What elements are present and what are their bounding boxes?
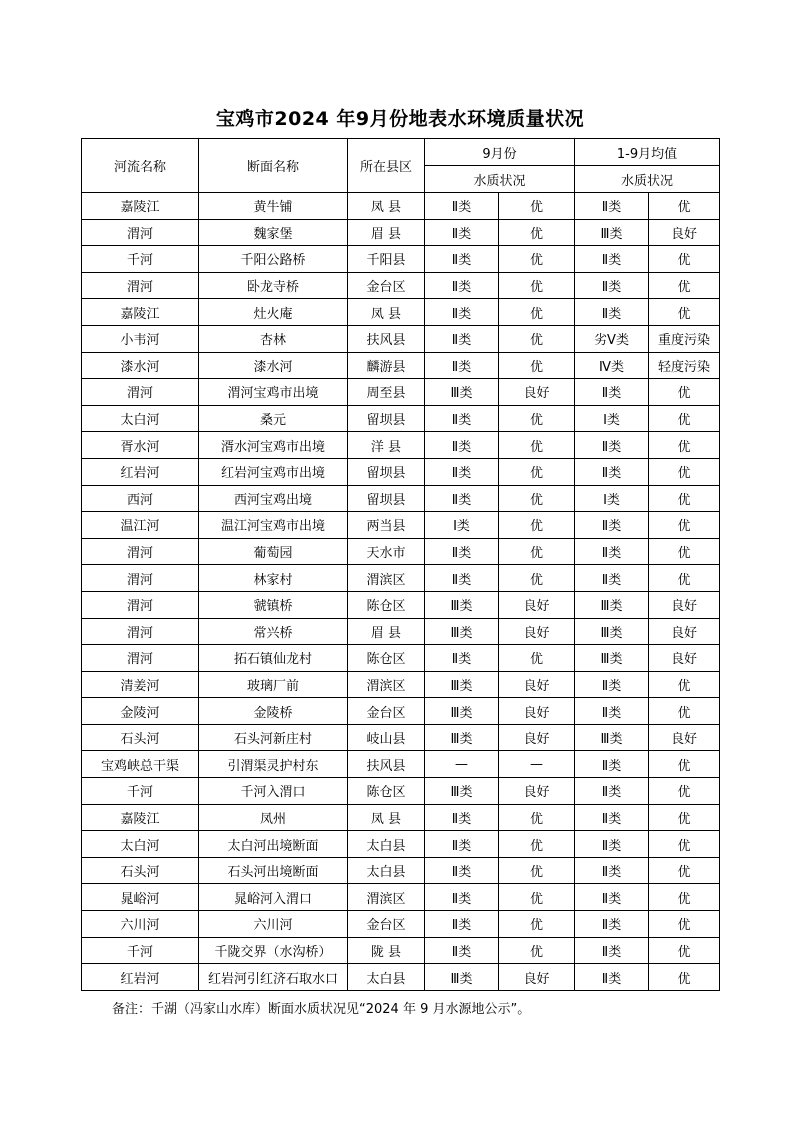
month-class-cell: Ⅱ类 (425, 352, 499, 379)
ytd-class-cell: Ⅱ类 (575, 565, 649, 592)
header-river: 河流名称 (82, 139, 199, 193)
ytd-class-cell: Ⅲ类 (575, 645, 649, 672)
section-name-cell: 常兴桥 (199, 618, 348, 645)
river-name-cell: 六川河 (82, 911, 199, 938)
county-cell: 留坝县 (348, 458, 425, 485)
ytd-status-cell: 优 (649, 857, 720, 884)
river-name-cell: 温江河 (82, 512, 199, 539)
county-cell: 扶风县 (348, 325, 425, 352)
section-name-cell: 拓石镇仙龙村 (199, 645, 348, 672)
table-row (82, 591, 720, 618)
table-row (82, 565, 720, 592)
ytd-status-cell: 优 (649, 911, 720, 938)
header-month: 9月份 (425, 139, 575, 166)
county-cell: 凤 县 (348, 804, 425, 831)
month-class-cell: Ⅱ类 (425, 432, 499, 459)
county-cell: 周至县 (348, 379, 425, 406)
section-name-cell: 红岩河宝鸡市出境 (199, 458, 348, 485)
month-status-cell: 良好 (499, 698, 575, 725)
river-name-cell: 嘉陵江 (82, 804, 199, 831)
ytd-status-cell: 优 (649, 432, 720, 459)
river-name-cell: 晁峪河 (82, 884, 199, 911)
river-name-cell: 渭河 (82, 379, 199, 406)
header-section: 断面名称 (199, 139, 348, 193)
month-class-cell: Ⅱ类 (425, 538, 499, 565)
section-name-cell: 引渭渠灵护村东 (199, 751, 348, 778)
table-row (82, 405, 720, 432)
month-status-cell: 优 (499, 193, 575, 220)
ytd-status-cell: 优 (649, 778, 720, 805)
month-class-cell: Ⅱ类 (425, 645, 499, 672)
section-name-cell: 六川河 (199, 911, 348, 938)
month-status-cell: 良好 (499, 671, 575, 698)
table-row (82, 219, 720, 246)
month-class-cell: Ⅰ类 (425, 512, 499, 539)
month-status-cell: 良好 (499, 778, 575, 805)
month-status-cell: 优 (499, 645, 575, 672)
ytd-class-cell: 劣Ⅴ类 (575, 325, 649, 352)
month-status-cell: 优 (499, 219, 575, 246)
section-name-cell: 虢镇桥 (199, 591, 348, 618)
table-row (82, 272, 720, 299)
section-name-cell: 魏家堡 (199, 219, 348, 246)
month-class-cell: Ⅱ类 (425, 857, 499, 884)
county-cell: 留坝县 (348, 405, 425, 432)
month-class-cell: Ⅱ类 (425, 458, 499, 485)
month-class-cell: Ⅲ类 (425, 964, 499, 991)
table-row (82, 964, 720, 991)
county-cell: 渭滨区 (348, 884, 425, 911)
month-status-cell: 优 (499, 432, 575, 459)
ytd-status-cell: 优 (649, 538, 720, 565)
ytd-class-cell: Ⅱ类 (575, 804, 649, 831)
ytd-status-cell: 优 (649, 671, 720, 698)
section-name-cell: 林家村 (199, 565, 348, 592)
ytd-status-cell: 优 (649, 751, 720, 778)
ytd-status-cell: 优 (649, 884, 720, 911)
header-county: 所在县区 (348, 139, 425, 193)
table-row (82, 645, 720, 672)
section-name-cell: 灶火庵 (199, 299, 348, 326)
page-title: 宝鸡市2024 年9月份地表水环境质量状况 (215, 108, 585, 130)
ytd-status-cell: 优 (649, 964, 720, 991)
table-row (82, 299, 720, 326)
table-row (82, 618, 720, 645)
month-status-cell: 优 (499, 911, 575, 938)
month-class-cell: Ⅱ类 (425, 299, 499, 326)
ytd-status-cell: 良好 (649, 591, 720, 618)
month-class-cell: Ⅱ类 (425, 246, 499, 273)
section-name-cell: 湑水河宝鸡市出境 (199, 432, 348, 459)
month-status-cell: 优 (499, 485, 575, 512)
county-cell: 洋 县 (348, 432, 425, 459)
ytd-class-cell: Ⅱ类 (575, 246, 649, 273)
header-month-quality: 水质状况 (425, 166, 575, 193)
month-status-cell: 优 (499, 325, 575, 352)
table-row (82, 246, 720, 273)
table-row (82, 911, 720, 938)
month-class-cell: Ⅲ类 (425, 591, 499, 618)
ytd-class-cell: Ⅱ类 (575, 964, 649, 991)
river-name-cell: 漆水河 (82, 352, 199, 379)
county-cell: 陈仓区 (348, 645, 425, 672)
table-row (82, 724, 720, 751)
river-name-cell: 宝鸡峡总干渠 (82, 751, 199, 778)
ytd-status-cell: 良好 (649, 645, 720, 672)
river-name-cell: 嘉陵江 (82, 299, 199, 326)
ytd-status-cell: 优 (649, 405, 720, 432)
county-cell: 陈仓区 (348, 591, 425, 618)
county-cell: 太白县 (348, 857, 425, 884)
month-status-cell: 优 (499, 565, 575, 592)
table-row (82, 538, 720, 565)
ytd-class-cell: Ⅱ类 (575, 778, 649, 805)
ytd-class-cell: Ⅱ类 (575, 937, 649, 964)
county-cell: 凤 县 (348, 193, 425, 220)
county-cell: 天水市 (348, 538, 425, 565)
month-status-cell: 优 (499, 405, 575, 432)
section-name-cell: 杏林 (199, 325, 348, 352)
month-status-cell: 优 (499, 352, 575, 379)
section-name-cell: 金陵桥 (199, 698, 348, 725)
section-name-cell: 温江河宝鸡市出境 (199, 512, 348, 539)
county-cell: 麟游县 (348, 352, 425, 379)
section-name-cell: 凤州 (199, 804, 348, 831)
ytd-class-cell: Ⅱ类 (575, 512, 649, 539)
section-name-cell: 石头河出境断面 (199, 857, 348, 884)
county-cell: 眉 县 (348, 219, 425, 246)
ytd-class-cell: Ⅱ类 (575, 698, 649, 725)
river-name-cell: 清姜河 (82, 671, 199, 698)
month-status-cell: 优 (499, 272, 575, 299)
ytd-class-cell: Ⅱ类 (575, 911, 649, 938)
table-row (82, 325, 720, 352)
month-status-cell: 优 (499, 857, 575, 884)
river-name-cell: 渭河 (82, 591, 199, 618)
river-name-cell: 渭河 (82, 272, 199, 299)
river-name-cell: 石头河 (82, 724, 199, 751)
river-name-cell: 金陵河 (82, 698, 199, 725)
month-class-cell: Ⅲ类 (425, 724, 499, 751)
section-name-cell: 黄牛铺 (199, 193, 348, 220)
ytd-status-cell: 优 (649, 485, 720, 512)
ytd-status-cell: 优 (649, 458, 720, 485)
river-name-cell: 渭河 (82, 565, 199, 592)
ytd-class-cell: Ⅲ类 (575, 618, 649, 645)
county-cell: 太白县 (348, 831, 425, 858)
table-row (82, 698, 720, 725)
ytd-status-cell: 优 (649, 831, 720, 858)
river-name-cell: 红岩河 (82, 458, 199, 485)
ytd-class-cell: Ⅱ类 (575, 379, 649, 406)
ytd-class-cell: Ⅳ类 (575, 352, 649, 379)
month-class-cell: Ⅱ类 (425, 804, 499, 831)
ytd-status-cell: 优 (649, 937, 720, 964)
section-name-cell: 玻璃厂前 (199, 671, 348, 698)
month-status-cell: 优 (499, 937, 575, 964)
ytd-class-cell: Ⅱ类 (575, 884, 649, 911)
river-name-cell: 千河 (82, 937, 199, 964)
month-class-cell: — (425, 751, 499, 778)
county-cell: 陇 县 (348, 937, 425, 964)
ytd-status-cell: 良好 (649, 219, 720, 246)
section-name-cell: 漆水河 (199, 352, 348, 379)
ytd-class-cell: Ⅱ类 (575, 538, 649, 565)
county-cell: 陈仓区 (348, 778, 425, 805)
table-row (82, 379, 720, 406)
header-ytd: 1-9月均值 (575, 139, 720, 166)
table-row (82, 884, 720, 911)
month-status-cell: 优 (499, 512, 575, 539)
section-name-cell: 葡萄园 (199, 538, 348, 565)
ytd-class-cell: Ⅱ类 (575, 458, 649, 485)
ytd-status-cell: 良好 (649, 618, 720, 645)
table-row (82, 458, 720, 485)
river-name-cell: 千河 (82, 778, 199, 805)
month-class-cell: Ⅲ类 (425, 778, 499, 805)
month-status-cell: 良好 (499, 964, 575, 991)
table-row (82, 751, 720, 778)
ytd-class-cell: Ⅱ类 (575, 831, 649, 858)
river-name-cell: 胥水河 (82, 432, 199, 459)
ytd-class-cell: Ⅱ类 (575, 272, 649, 299)
county-cell: 眉 县 (348, 618, 425, 645)
section-name-cell: 千陇交界（水沟桥） (199, 937, 348, 964)
month-class-cell: Ⅱ类 (425, 272, 499, 299)
ytd-status-cell: 优 (649, 379, 720, 406)
month-status-cell: 良好 (499, 379, 575, 406)
river-name-cell: 小韦河 (82, 325, 199, 352)
water-quality-table (81, 138, 720, 991)
section-name-cell: 卧龙寺桥 (199, 272, 348, 299)
ytd-status-cell: 优 (649, 272, 720, 299)
county-cell: 金台区 (348, 272, 425, 299)
river-name-cell: 渭河 (82, 618, 199, 645)
header-ytd-quality: 水质状况 (575, 166, 720, 193)
ytd-class-cell: Ⅱ类 (575, 432, 649, 459)
ytd-status-cell: 优 (649, 565, 720, 592)
section-name-cell: 石头河新庄村 (199, 724, 348, 751)
county-cell: 留坝县 (348, 485, 425, 512)
county-cell: 凤 县 (348, 299, 425, 326)
table-row (82, 857, 720, 884)
section-name-cell: 千河入渭口 (199, 778, 348, 805)
ytd-status-cell: 优 (649, 193, 720, 220)
river-name-cell: 太白河 (82, 831, 199, 858)
ytd-status-cell: 优 (649, 804, 720, 831)
section-name-cell: 西河宝鸡出境 (199, 485, 348, 512)
county-cell: 扶风县 (348, 751, 425, 778)
ytd-status-cell: 重度污染 (649, 325, 720, 352)
section-name-cell: 太白河出境断面 (199, 831, 348, 858)
month-class-cell: Ⅱ类 (425, 937, 499, 964)
table-row (82, 804, 720, 831)
ytd-class-cell: Ⅰ类 (575, 485, 649, 512)
month-class-cell: Ⅲ类 (425, 698, 499, 725)
river-name-cell: 嘉陵江 (82, 193, 199, 220)
ytd-class-cell: Ⅱ类 (575, 671, 649, 698)
month-class-cell: Ⅱ类 (425, 193, 499, 220)
month-class-cell: Ⅱ类 (425, 565, 499, 592)
ytd-class-cell: Ⅱ类 (575, 193, 649, 220)
month-status-cell: 优 (499, 299, 575, 326)
section-name-cell: 晁峪河入渭口 (199, 884, 348, 911)
month-status-cell: — (499, 751, 575, 778)
county-cell: 金台区 (348, 698, 425, 725)
month-status-cell: 优 (499, 538, 575, 565)
county-cell: 金台区 (348, 911, 425, 938)
county-cell: 渭滨区 (348, 671, 425, 698)
table-row (82, 193, 720, 220)
month-status-cell: 良好 (499, 591, 575, 618)
month-status-cell: 优 (499, 246, 575, 273)
section-name-cell: 千阳公路桥 (199, 246, 348, 273)
month-class-cell: Ⅱ类 (425, 884, 499, 911)
county-cell: 千阳县 (348, 246, 425, 273)
county-cell: 两当县 (348, 512, 425, 539)
county-cell: 太白县 (348, 964, 425, 991)
month-class-cell: Ⅲ类 (425, 671, 499, 698)
river-name-cell: 西河 (82, 485, 199, 512)
ytd-status-cell: 优 (649, 512, 720, 539)
river-name-cell: 渭河 (82, 219, 199, 246)
river-name-cell: 千河 (82, 246, 199, 273)
month-class-cell: Ⅱ类 (425, 325, 499, 352)
month-class-cell: Ⅱ类 (425, 485, 499, 512)
ytd-status-cell: 优 (649, 698, 720, 725)
table-row (82, 485, 720, 512)
month-class-cell: Ⅱ类 (425, 219, 499, 246)
month-status-cell: 优 (499, 831, 575, 858)
month-status-cell: 良好 (499, 724, 575, 751)
month-class-cell: Ⅱ类 (425, 405, 499, 432)
ytd-status-cell: 优 (649, 299, 720, 326)
ytd-class-cell: Ⅱ类 (575, 751, 649, 778)
table-row (82, 778, 720, 805)
river-name-cell: 石头河 (82, 857, 199, 884)
river-name-cell: 太白河 (82, 405, 199, 432)
table-row (82, 352, 720, 379)
month-status-cell: 优 (499, 804, 575, 831)
ytd-class-cell: Ⅰ类 (575, 405, 649, 432)
river-name-cell: 渭河 (82, 645, 199, 672)
month-status-cell: 优 (499, 884, 575, 911)
section-name-cell: 渭河宝鸡市出境 (199, 379, 348, 406)
month-class-cell: Ⅲ类 (425, 379, 499, 406)
table-row (82, 432, 720, 459)
ytd-status-cell: 良好 (649, 724, 720, 751)
table-body (82, 193, 720, 991)
ytd-class-cell: Ⅱ类 (575, 299, 649, 326)
ytd-status-cell: 优 (649, 246, 720, 273)
river-name-cell: 渭河 (82, 538, 199, 565)
river-name-cell: 红岩河 (82, 964, 199, 991)
section-name-cell: 红岩河引红济石取水口 (199, 964, 348, 991)
ytd-class-cell: Ⅲ类 (575, 724, 649, 751)
ytd-class-cell: Ⅱ类 (575, 857, 649, 884)
county-cell: 岐山县 (348, 724, 425, 751)
footnote: 备注：千湖（冯家山水库）断面水质状况见“2024 年 9 月水源地公示”。 (112, 1002, 531, 1017)
ytd-class-cell: Ⅲ类 (575, 591, 649, 618)
month-class-cell: Ⅱ类 (425, 831, 499, 858)
month-class-cell: Ⅱ类 (425, 911, 499, 938)
ytd-status-cell: 轻度污染 (649, 352, 720, 379)
ytd-class-cell: Ⅲ类 (575, 219, 649, 246)
table-row (82, 512, 720, 539)
table-row (82, 937, 720, 964)
section-name-cell: 桑元 (199, 405, 348, 432)
table-row (82, 671, 720, 698)
table-row (82, 831, 720, 858)
month-status-cell: 良好 (499, 618, 575, 645)
county-cell: 渭滨区 (348, 565, 425, 592)
month-status-cell: 优 (499, 458, 575, 485)
month-class-cell: Ⅲ类 (425, 618, 499, 645)
